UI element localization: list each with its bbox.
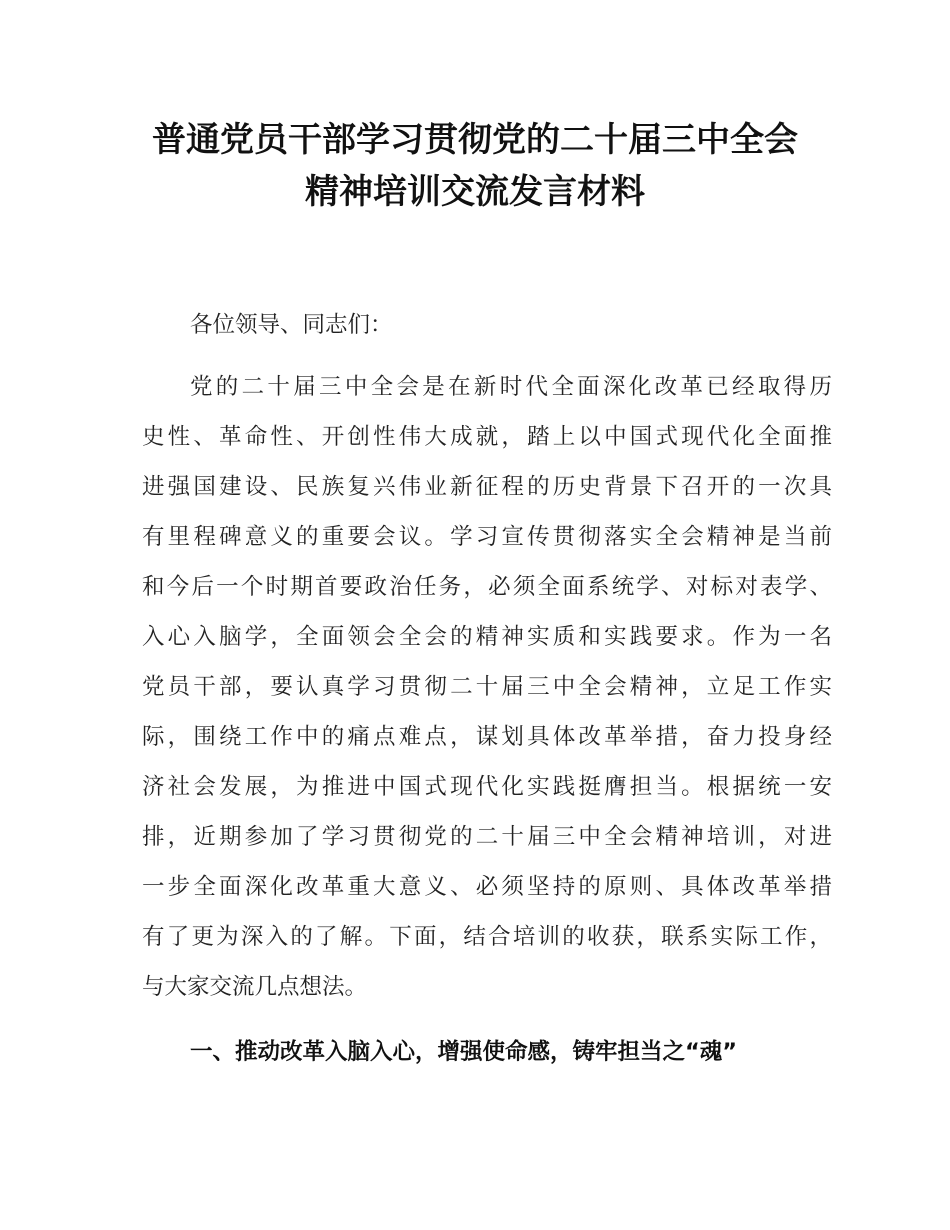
paragraph-line: 与大家交流几点想法。 — [142, 974, 368, 1000]
paragraph-line: 有里程碑意义的重要会议。学习宣传贯彻落实全会精神是当前 — [142, 524, 832, 550]
paragraph-line: 党的二十届三中全会是在新时代全面深化改革已经取得历 — [190, 374, 832, 400]
paragraph-line: 济社会发展，为推进中国式现代化实践挺膺担当。根据统一安 — [142, 774, 832, 800]
paragraph-line: 有了更为深入的了解。下面，结合培训的收获，联系实际工作， — [142, 924, 832, 950]
paragraph-line: 进强国建设、民族复兴伟业新征程的历史背景下召开的一次具 — [142, 474, 832, 500]
paragraph-line: 史性、革命性、开创性伟大成就，踏上以中国式现代化全面推 — [142, 424, 832, 450]
salutation: 各位领导、同志们： — [190, 312, 393, 338]
document-title-line-2: 精神培训交流发言材料 — [305, 172, 645, 212]
paragraph-line: 入心入脑学，全面领会全会的精神实质和实践要求。作为一名 — [142, 624, 832, 650]
paragraph-line: 和今后一个时期首要政治任务，必须全面系统学、对标对表学、 — [142, 574, 832, 600]
paragraph-line: 排，近期参加了学习贯彻党的二十届三中全会精神培训，对进 — [142, 824, 832, 850]
paragraph-line: 际，围绕工作中的痛点难点，谋划具体改革举措，奋力投身经 — [142, 724, 832, 750]
paragraph-line: 一步全面深化改革重大意义、必须坚持的原则、具体改革举措 — [142, 874, 832, 900]
section-heading-1: 一、推动改革入脑入心，增强使命感，铸牢担当之“魂” — [190, 1039, 738, 1065]
document-title-line-1: 普通党员干部学习贯彻党的二十届三中全会 — [152, 120, 798, 160]
paragraph-line: 党员干部，要认真学习贯彻二十届三中全会精神，立足工作实 — [142, 674, 832, 700]
